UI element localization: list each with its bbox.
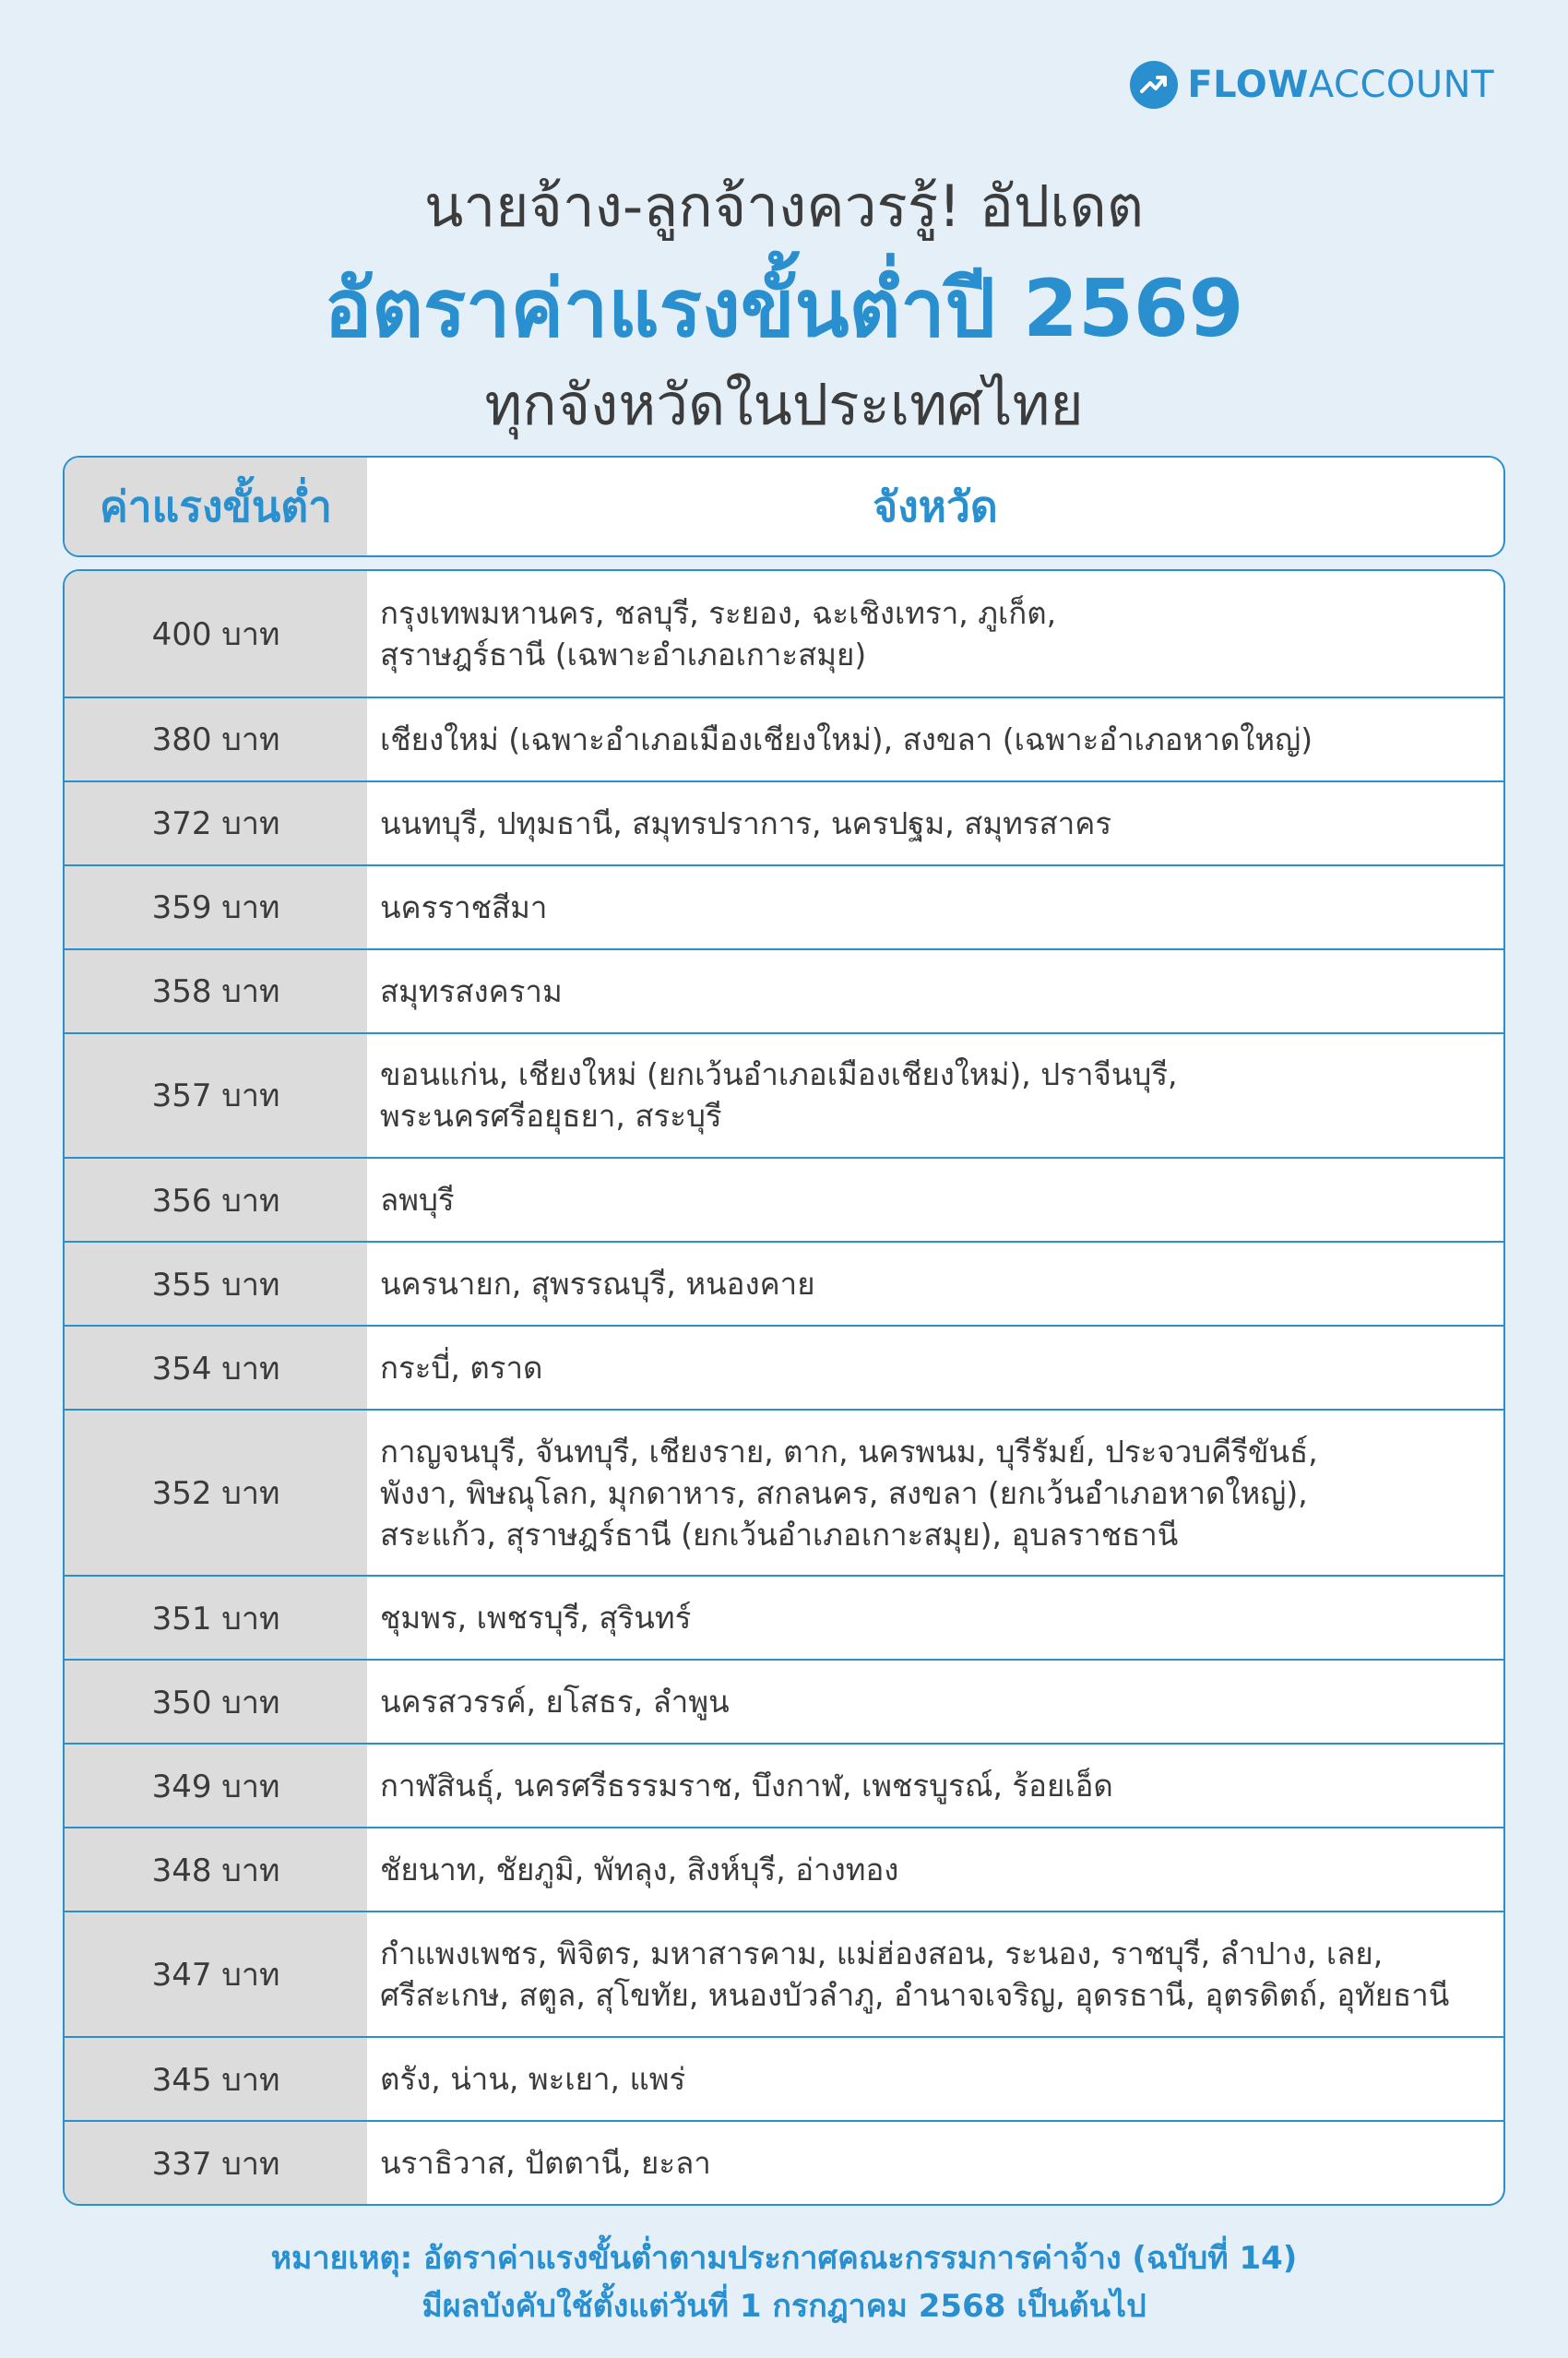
wage-cell: 351 บาท bbox=[65, 1577, 367, 1659]
province-cell: ตรัง, น่าน, พะเยา, แพร่ bbox=[380, 2061, 686, 2098]
wage-cell: 347 บาท bbox=[65, 1912, 367, 2036]
table-header bbox=[63, 456, 1505, 557]
footnote-line-1: หมายเหตุ: อัตราค่าแรงขั้นต่ำตามประกาศคณะกรรมการค่าจ้าง (ฉบับที่ 14) bbox=[270, 2240, 1298, 2277]
table-row bbox=[65, 1325, 1503, 1409]
province-cell: นราธิวาส, ปัตตานี, ยะลา bbox=[380, 2145, 711, 2182]
province-cell: กรุงเทพมหานคร, ชลบุรี, ระยอง, ฉะเชิงเทรา, ภูเก็ต, สุราษฎร์ธานี (เฉพาะอำเภอเกาะสมุย) bbox=[380, 594, 1057, 673]
wage-cell: 358 บาท bbox=[65, 950, 367, 1032]
wage-cell: 400 บาท bbox=[65, 571, 367, 697]
brand-name-bold: FLOW bbox=[1187, 64, 1309, 106]
table-row bbox=[65, 864, 1503, 948]
wage-cell: 357 บาท bbox=[65, 1034, 367, 1158]
trend-up-icon bbox=[1130, 61, 1178, 109]
wage-cell: 380 บาท bbox=[65, 698, 367, 780]
wage-cell: 354 บาท bbox=[65, 1327, 367, 1409]
wage-cell: 352 บาท bbox=[65, 1411, 367, 1575]
table-row bbox=[65, 1032, 1503, 1158]
wage-cell: 356 บาท bbox=[65, 1159, 367, 1241]
table-row bbox=[65, 571, 1503, 697]
province-cell: กาฬสินธุ์, นครศรีธรรมราช, บึงกาฬ, เพชรบูรณ์, ร้อยเอ็ด bbox=[380, 1768, 1113, 1804]
table-row bbox=[65, 2036, 1503, 2120]
province-cell: ชัยนาท, ชัยภูมิ, พัทลุง, สิงห์บุรี, อ่างทอง bbox=[380, 1852, 899, 1888]
table-row bbox=[65, 1743, 1503, 1827]
wage-cell: 348 บาท bbox=[65, 1828, 367, 1911]
province-cell: เชียงใหม่ (เฉพาะอำเภอเมืองเชียงใหม่), สงขลา (เฉพาะอำเภอหาดใหญ่) bbox=[380, 720, 1313, 757]
title-line-1: นายจ้าง-ลูกจ้างควรรู้! อัปเดต bbox=[423, 173, 1145, 240]
province-cell: ลพบุรี bbox=[380, 1182, 455, 1219]
province-cell: นครนายก, สุพรรณบุรี, หนองคาย bbox=[380, 1266, 815, 1303]
province-cell: ขอนแก่น, เชียงใหม่ (ยกเว้นอำเภอเมืองเชียงใหม่), ปราจีนบุรี, พระนครศรีอยุธยา, สระบุรี bbox=[380, 1056, 1178, 1135]
wage-cell: 350 บาท bbox=[65, 1661, 367, 1743]
wage-cell: 337 บาท bbox=[65, 2122, 367, 2204]
table-row bbox=[65, 780, 1503, 864]
table-row bbox=[65, 1157, 1503, 1241]
table-row bbox=[65, 697, 1503, 780]
wage-table bbox=[63, 569, 1505, 2206]
footnote-line-2: มีผลบังคับใช้ตั้งแต่วันที่ 1 กรกฎาคม 2568 เป็นต้นไป bbox=[422, 2288, 1146, 2325]
wage-cell: 372 บาท bbox=[65, 782, 367, 864]
title-line-3: ทุกจังหวัดในประเทศไทย bbox=[484, 371, 1084, 438]
table-row bbox=[65, 1575, 1503, 1659]
table-row bbox=[65, 2120, 1503, 2204]
wage-cell: 349 บาท bbox=[65, 1745, 367, 1827]
brand-name bbox=[1187, 64, 1494, 106]
table-row bbox=[65, 1911, 1503, 2036]
province-cell: นนทบุรี, ปทุมธานี, สมุทรปราการ, นครปฐม, สมุทรสาคร bbox=[380, 804, 1112, 841]
wage-cell: 359 บาท bbox=[65, 866, 367, 948]
wage-cell: 355 บาท bbox=[65, 1243, 367, 1325]
province-cell: กระบี่, ตราด bbox=[380, 1350, 543, 1387]
province-cell: สมุทรสงคราม bbox=[380, 972, 563, 1009]
brand-name-light: ACCOUNT bbox=[1308, 64, 1494, 106]
table-row bbox=[65, 1827, 1503, 1911]
header-min-wage: ค่าแรงขั้นต่ำ bbox=[65, 458, 367, 555]
table-row bbox=[65, 1409, 1503, 1575]
province-cell: กาญจนบุรี, จันทบุรี, เชียงราย, ตาก, นครพนม, บุรีรัมย์, ประจวบคีรีขันธ์, พังงา, พิษณุโลก, มุกดาหาร, สกลนคร, สงขลา (ยกเว้นอำเภอหาดใหญ่), สระแก้ว, สุราษฎร์ธานี (ยกเว้นอำเภอเกาะสมุย), อุบลราชธานี bbox=[380, 1433, 1318, 1553]
province-cell: ชุมพร, เพชรบุรี, สุรินทร์ bbox=[380, 1600, 692, 1637]
footnote bbox=[0, 2234, 1568, 2330]
table-row bbox=[65, 1241, 1503, 1325]
wage-cell: 345 บาท bbox=[65, 2038, 367, 2120]
province-cell: นครสวรรค์, ยโสธร, ลำพูน bbox=[380, 1684, 730, 1721]
table-row bbox=[65, 948, 1503, 1032]
header-province: จังหวัด bbox=[873, 481, 998, 531]
table-row bbox=[65, 1659, 1503, 1743]
page-title: อัตราค่าแรงขั้นต่ำปี 2569 bbox=[324, 263, 1244, 355]
province-cell: กำแพงเพชร, พิจิตร, มหาสารคาม, แม่ฮ่องสอน, ระนอง, ราชบุรี, ลำปาง, เลย, ศรีสะเกษ, สตูล, สุโขทัย, หนองบัวลำภู, อำนาจเจริญ, อุดรธานี, อุตรดิตถ์, อุทัยธานี bbox=[380, 1935, 1450, 2014]
brand-logo bbox=[1130, 61, 1494, 109]
province-cell: นครราชสีมา bbox=[380, 888, 548, 925]
